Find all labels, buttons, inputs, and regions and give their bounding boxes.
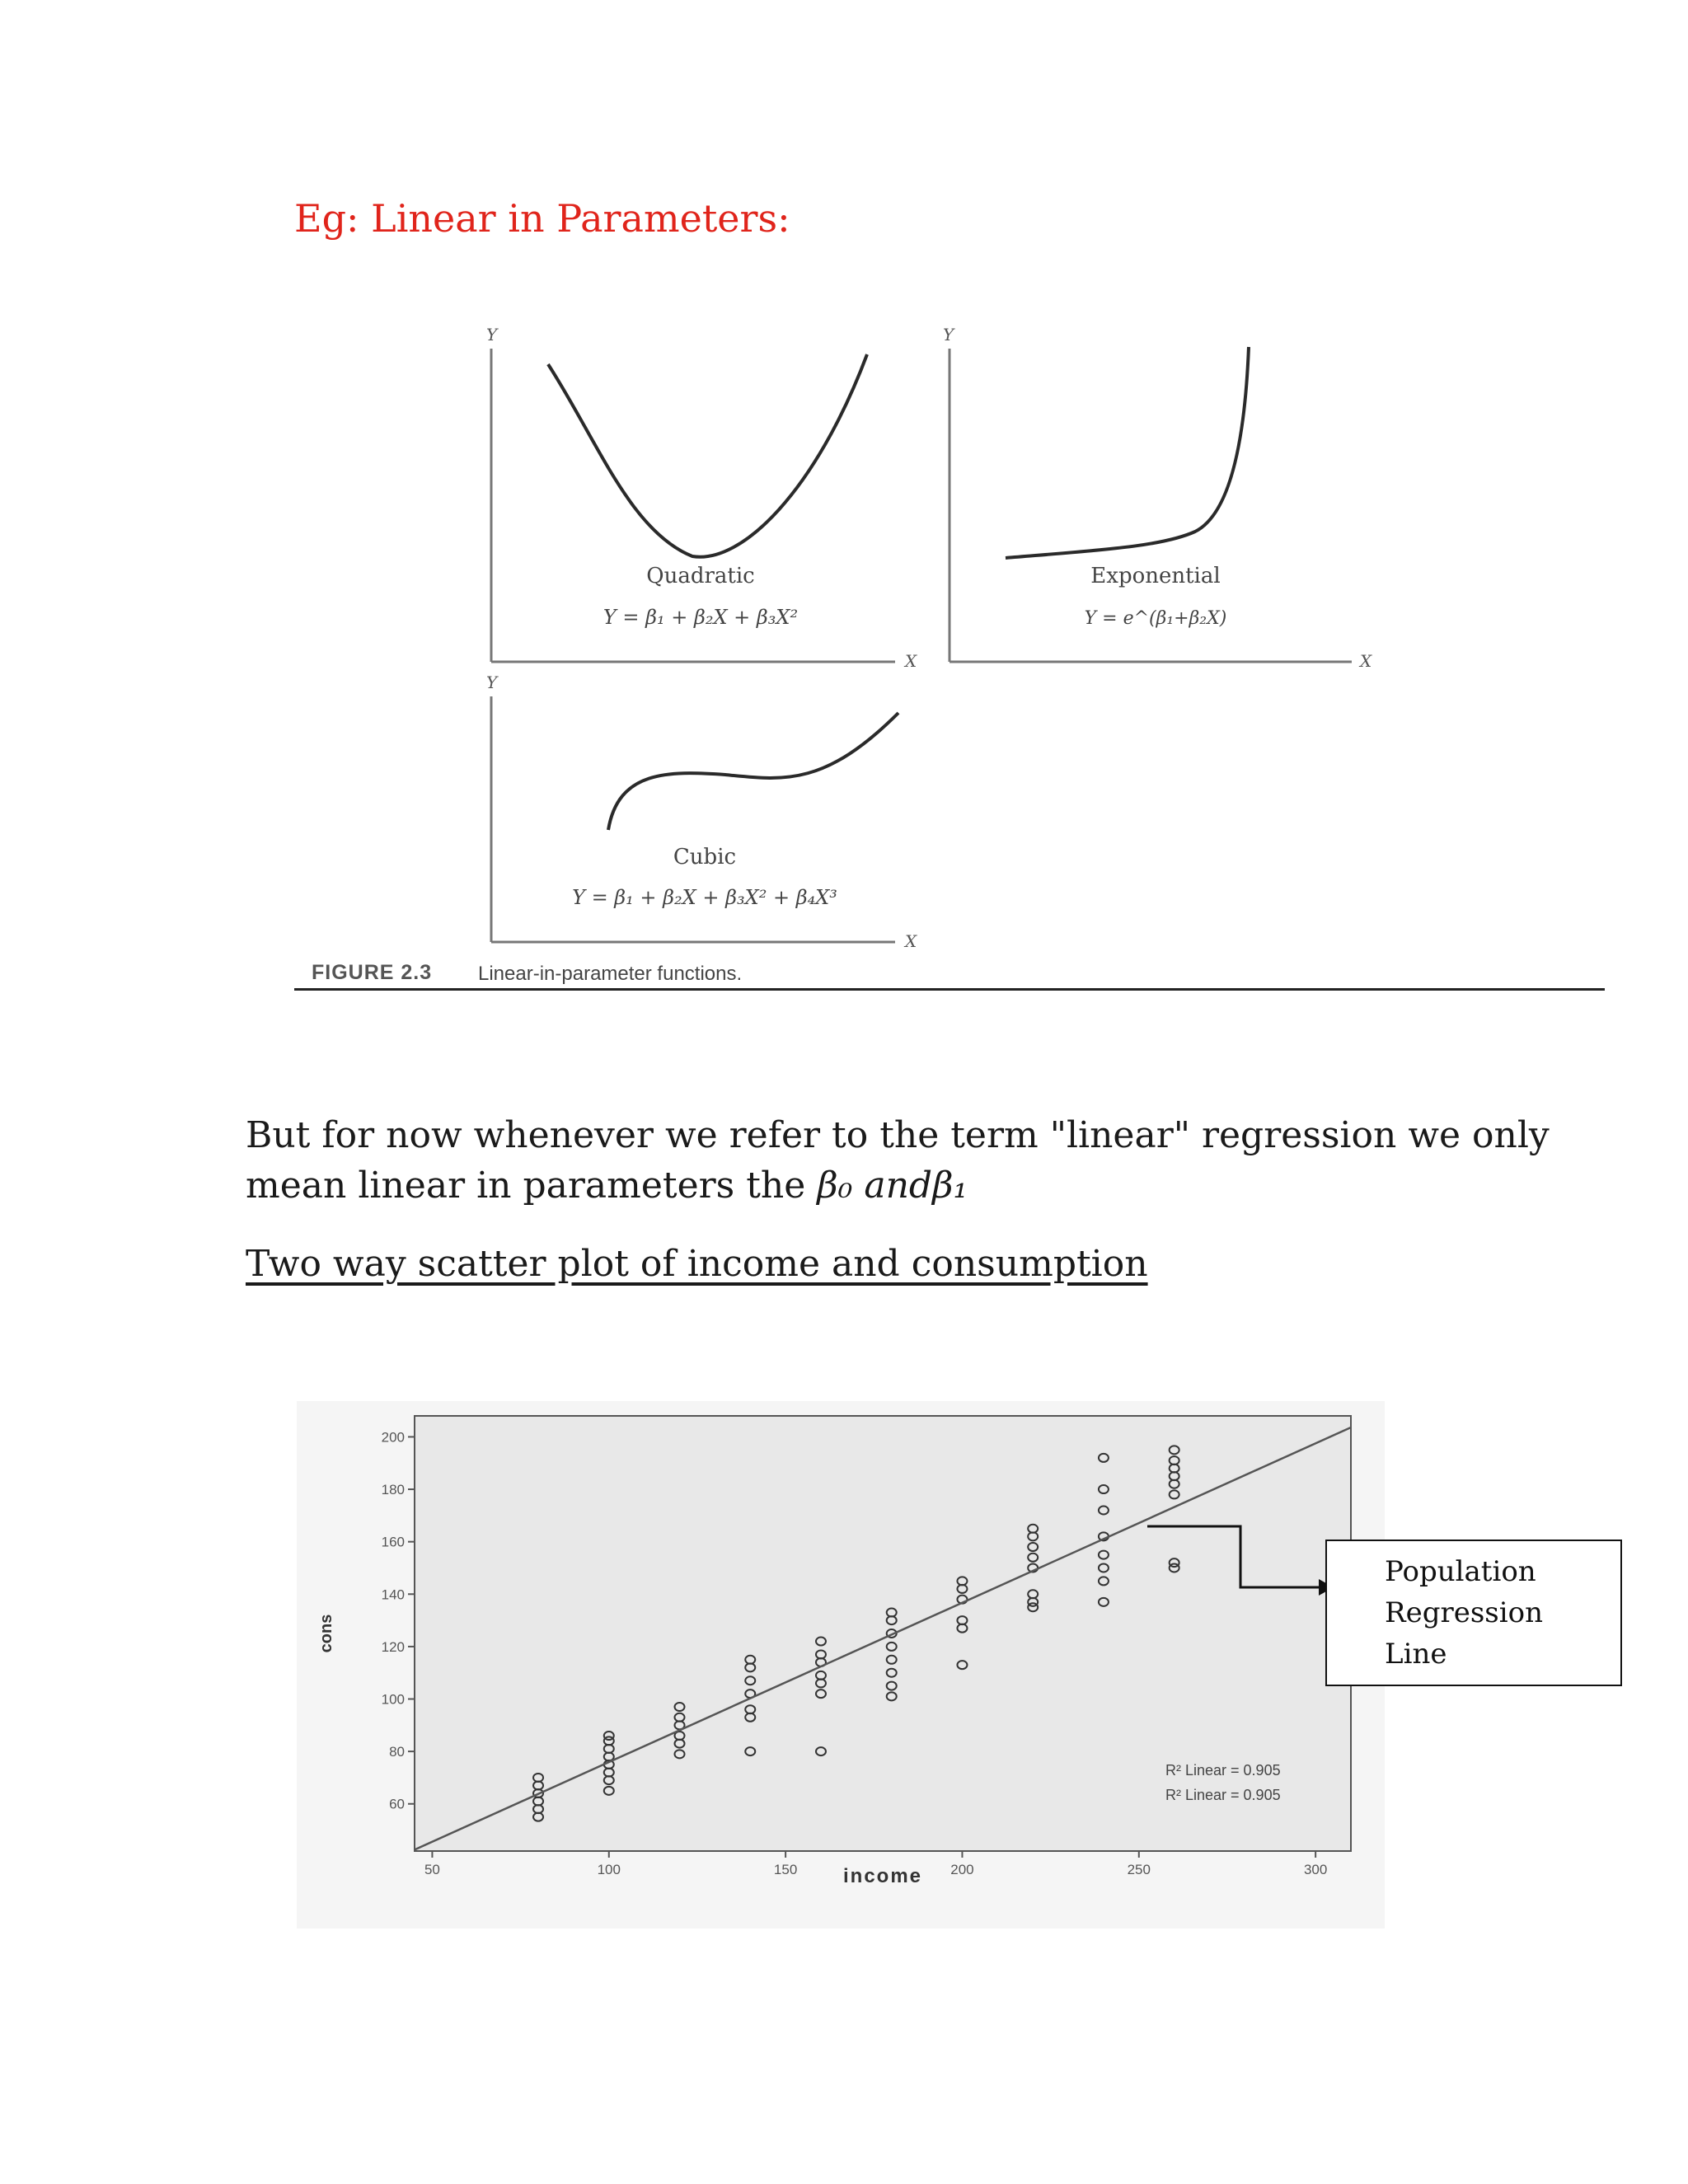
panel-quadratic [486,326,917,671]
y-tick-label: 140 [381,1586,405,1603]
scatter-x-label: income [842,1865,923,1887]
paragraph-line-1: But for now whenever we refer to the term "linear" regression we only [246,1114,1550,1156]
exponential-equation: Y = e^(β₁+β₂X) [1084,608,1227,629]
scatter-chart [297,1401,1385,1929]
exponential-x-label: X [1360,651,1372,671]
y-tick-label: 120 [381,1638,405,1655]
cubic-curve [608,713,898,830]
x-tick-label: 200 [950,1862,974,1877]
paragraph-math: β₀ andβ₁ [817,1165,968,1207]
r-squared-annotation-2: R² Linear = 0.905 [1165,1787,1281,1803]
quadratic-y-label: Y [486,326,498,344]
y-tick-label: 200 [381,1429,405,1446]
y-tick-label: 80 [389,1744,405,1760]
page-heading: Eg: Linear in Parameters: [294,196,790,241]
callout-line-2: Regression [1385,1596,1543,1629]
x-tick-label: 100 [597,1862,621,1877]
linear-in-parameter-figure [288,326,1376,977]
callout-line-3: Line [1385,1638,1447,1671]
panel-exponential [943,326,1372,671]
y-tick-label: 160 [381,1534,405,1550]
figure-caption-label: FIGURE 2.3 [312,961,433,984]
cubic-y-label: Y [486,673,498,692]
cubic-name: Cubic [673,845,737,869]
x-tick-label: 150 [773,1862,798,1877]
exponential-y-label: Y [943,326,954,344]
x-tick-label: 50 [424,1862,440,1877]
panel-cubic [486,673,917,951]
quadratic-name: Quadratic [646,564,755,588]
figure-caption-text: Linear-in-parameter functions. [478,963,743,985]
callout-line-1: Population [1385,1555,1536,1588]
callout-arrow [1146,1516,1335,1607]
y-tick-label: 180 [381,1482,405,1498]
quadratic-equation: Y = β₁ + β₂X + β₃X² [603,606,799,629]
scatter-subheading: Two way scatter plot of income and consumption [246,1243,1148,1285]
exponential-name: Exponential [1090,564,1221,588]
y-tick-label: 100 [381,1691,405,1708]
scatter-y-label: cons [317,1614,335,1653]
cubic-equation: Y = β₁ + β₂X + β₃X² + β₄X³ [572,886,837,909]
quadratic-curve [548,354,867,557]
cubic-x-label: X [905,931,917,951]
x-tick-label: 250 [1127,1862,1151,1877]
paragraph-line-2-text: mean linear in parameters the [246,1165,818,1207]
callout-text [1385,1551,1543,1675]
y-tick-label: 60 [389,1796,405,1812]
figure-rule [294,988,1605,991]
r-squared-annotation-1: R² Linear = 0.905 [1165,1762,1281,1779]
x-tick-label: 300 [1303,1862,1328,1877]
quadratic-x-label: X [905,651,917,671]
paragraph-line-2 [246,1165,968,1207]
exponential-curve [1006,347,1249,558]
